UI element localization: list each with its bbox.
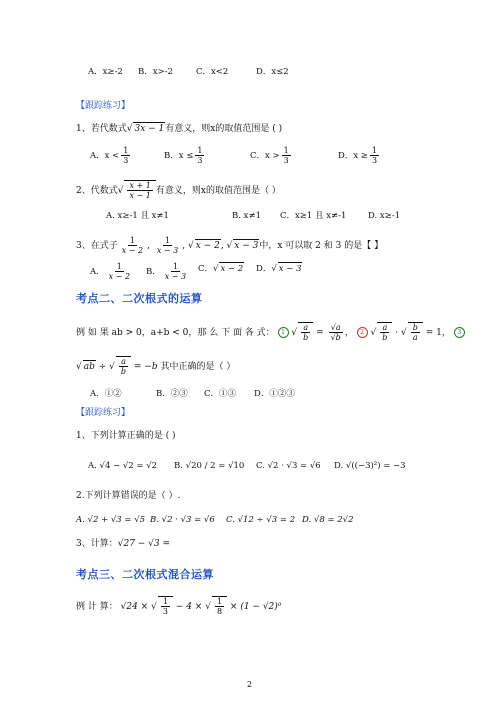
s2-q1-stem: 1、下列计算正确的是 ( ) <box>76 431 176 441</box>
s2-q3: 3、计算：√27 − √3 = <box>76 539 171 549</box>
s2-q1-option-b: B. √20 / 2 = √10 <box>174 461 245 471</box>
p1-q1-stem: 1、若代数式√ 3x − 1有意义，则x的取值范围是 ( ) <box>76 124 283 134</box>
p1-q2-option-a: A. x≥-1 且 x≠1 <box>106 211 169 221</box>
circled-3: 3 <box>454 327 465 338</box>
s2-q1-option-c: C. √2 · √3 = √6 <box>256 461 321 471</box>
follow-practice-label: 【跟踪练习】 <box>76 101 131 111</box>
p1-q3-option-b: B． $\frac{1}{x - 3}$ <box>146 262 187 281</box>
section2-example-option-c: C．①③ <box>204 389 237 399</box>
section2-example-line2: √ ab ÷ √ $\frac{a}{b}$ = −b 其中正确的是（ ） <box>76 357 236 376</box>
p1-q1-option-a: A．x < $\frac{1}{3}$ <box>90 146 129 165</box>
q0-option-d: D．x≤2 <box>256 67 289 77</box>
p1-q2-stem: 2、代数式√ $\frac{x + 1}{x - 1}$ 有意义，则x的取值范围是（ ） <box>76 181 281 200</box>
section2-example-option-b: B．②③ <box>156 389 188 399</box>
s2-q2-option-d: D. √8 = 2√2 <box>302 515 354 525</box>
p1-q1-option-b: B．x ≤ $\frac{1}{3}$ <box>164 146 203 165</box>
circled-1: 1 <box>278 327 289 338</box>
p1-q3-stem: 3、在式子 $\frac{1}{x - 2}$ , $\frac{1}{x - 3}$ , √ x − 2, √ x − 3中，x 可以取 2 和 3 的是【 】 <box>76 236 384 255</box>
follow-practice-label-2: 【跟踪练习】 <box>76 408 131 418</box>
section2-example: 例 如 果 ab > 0，a+b < 0，那 么 下 面 各 式： 1 √ $\frac{a}{b}$ = $\frac{√a}{√b}$ ， 2 √ $\frac{a}{b}$ · √ $\frac{b}{a}$ = 1， 3 <box>76 322 465 342</box>
p1-q3-option-c: C．√ x − 2 <box>198 264 244 274</box>
s2-q2-stem: 2.下列计算错误的是（ ）. <box>76 491 181 501</box>
section2-heading: 考点二、二次根式的运算 <box>76 292 203 305</box>
circled-2: 2 <box>357 327 368 338</box>
p1-q1-option-d: D．x ≥ $\frac{1}{3}$ <box>338 146 378 165</box>
s2-q1-option-d: D. √((−3)²) = −3 <box>334 461 406 471</box>
p1-q3-option-a: A． $\frac{1}{x - 2}$ <box>90 262 131 281</box>
p1-q1-option-c: C．x > $\frac{1}{3}$ <box>250 146 289 165</box>
section3-heading: 考点三、二次根式混合运算 <box>76 568 214 581</box>
page-number: 2 <box>247 680 253 689</box>
p1-q2-option-b: B. x≠1 <box>232 211 261 221</box>
section2-example-option-d: D．①②③ <box>254 389 295 399</box>
s2-q2-option-c: C. √12 ÷ √3 = 2 <box>226 515 296 525</box>
p1-q3-option-d: D．√ x − 3 <box>256 264 302 274</box>
q0-option-c: C．x<2 <box>196 67 229 77</box>
s2-q2-option-a: A. √2 + √3 = √5 <box>76 515 146 525</box>
s2-q1-option-a: A. √4 − √2 = √2 <box>88 461 158 471</box>
section2-example-option-a: A．①② <box>90 389 122 399</box>
s2-q2-option-b: B. √2 · √3 = √6 <box>150 515 215 525</box>
p1-q2-option-d: D. x≥-1 <box>368 211 401 221</box>
q0-option-b: B．x>-2 <box>138 67 173 77</box>
p1-q2-option-c: C．x≥1 且 x≠-1 <box>280 211 347 221</box>
section3-example: 例 计 算： √24 × √ $\frac{1}{3}$ − 4 × √ $\frac{1}{8}$ × (1 − √2)⁰ <box>76 597 282 616</box>
q0-option-a: A．x≥-2 <box>88 67 123 77</box>
